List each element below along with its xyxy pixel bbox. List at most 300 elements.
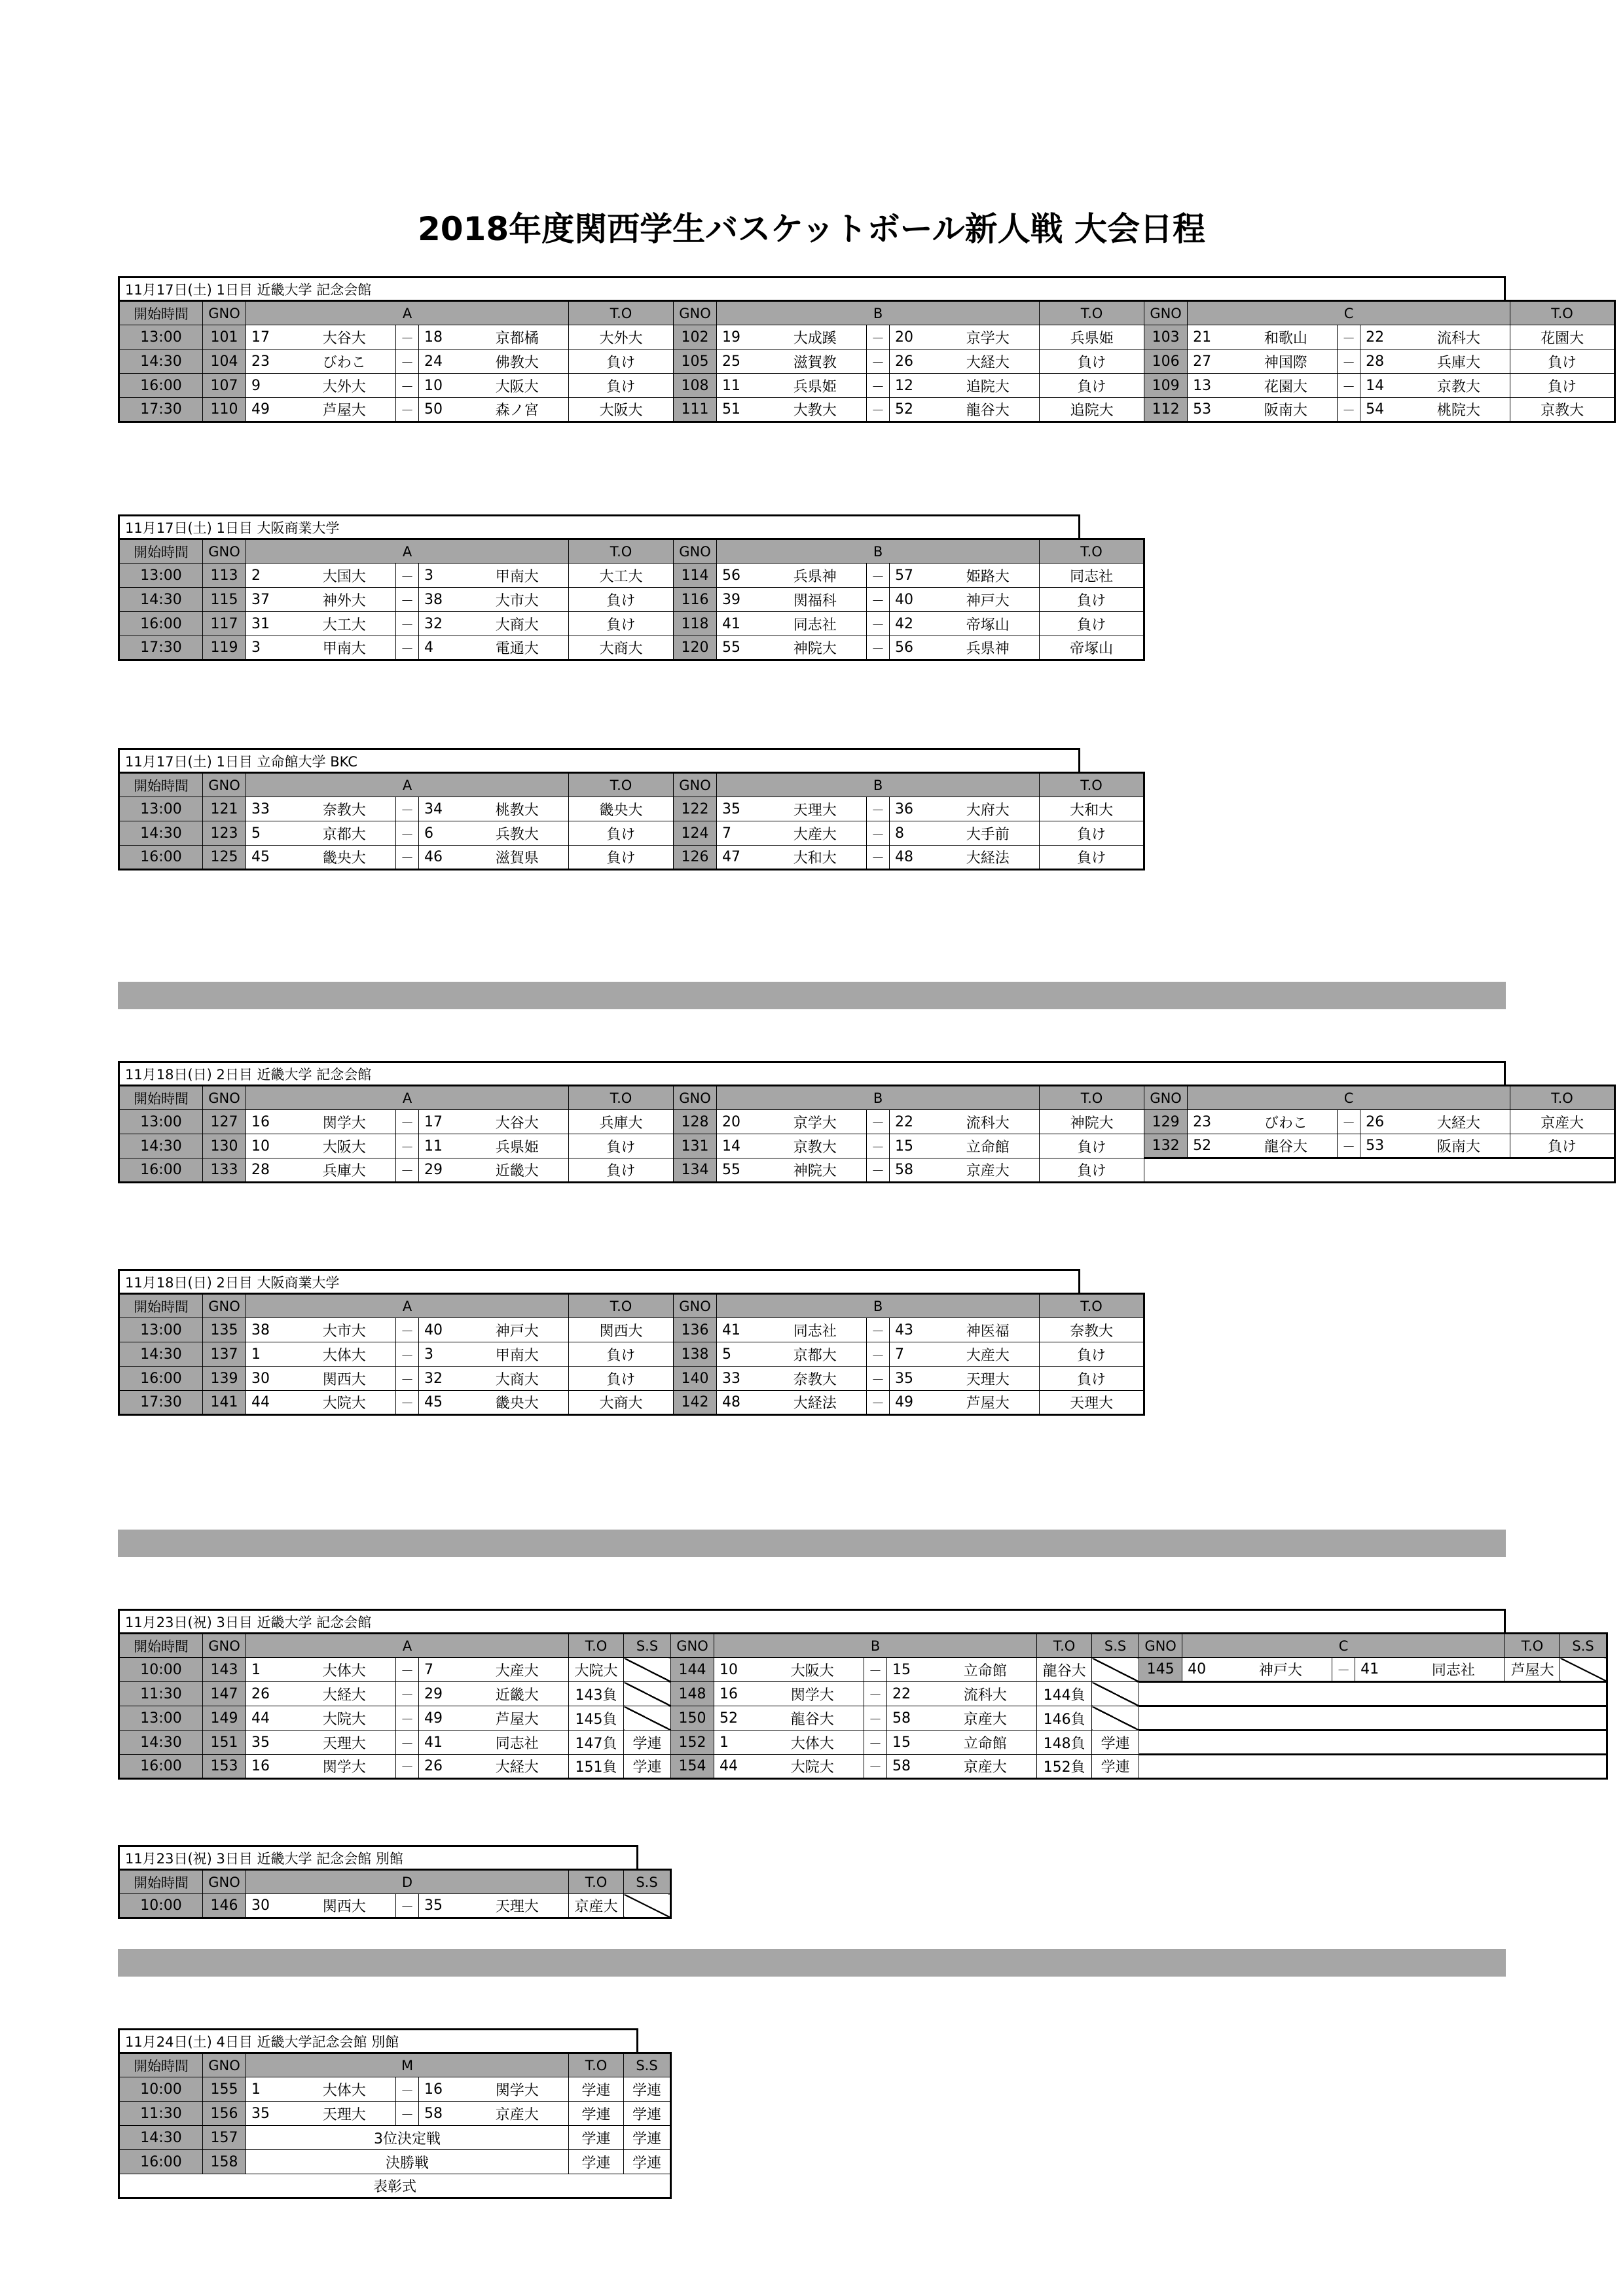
team1-seed: 5: [717, 1342, 764, 1367]
team1-seed: 27: [1188, 350, 1235, 374]
col-gno: GNO: [203, 539, 246, 564]
team2-seed: 34: [419, 797, 466, 821]
game-number: 105: [674, 350, 717, 374]
team1-seed: 26: [246, 1682, 293, 1706]
team1-name: 神院大: [764, 1158, 867, 1183]
section-header: 11月23日(祝) 3日目 近畿大学 記念会館 別館: [118, 1845, 638, 1869]
versus-dash: －: [396, 1158, 419, 1183]
col-court-d: D: [246, 1870, 569, 1894]
team1-name: 大教大: [764, 398, 867, 422]
team1-name: 大経法: [764, 1391, 867, 1415]
col-to: T.O: [569, 1294, 674, 1318]
col-gno: GNO: [674, 539, 717, 564]
game-number: 119: [203, 636, 246, 660]
empty-slash-cell: [624, 1658, 671, 1682]
team1-seed: 5: [246, 821, 293, 846]
game-number: 148: [671, 1682, 714, 1706]
versus-dash: －: [396, 846, 419, 870]
table-official: 負け: [569, 1158, 674, 1183]
team2-seed: 53: [1360, 1134, 1408, 1158]
team1-seed: 55: [717, 636, 764, 660]
col-court-b: B: [717, 539, 1040, 564]
versus-dash: －: [867, 846, 890, 870]
game-number: 125: [203, 846, 246, 870]
team1-name: 大阪大: [761, 1658, 864, 1682]
table-row: [119, 1158, 1615, 1183]
table-row: [119, 846, 1144, 870]
team1-seed: 1: [714, 1731, 761, 1755]
team1-name: 龍谷大: [761, 1706, 864, 1731]
team2-name: 滋賀県: [466, 846, 569, 870]
game-number: 149: [203, 1706, 246, 1731]
team2-seed: 32: [419, 612, 466, 636]
team2-seed: 46: [419, 846, 466, 870]
team2-name: 同志社: [1402, 1658, 1505, 1682]
team1-name: 大産大: [764, 821, 867, 846]
versus-dash: －: [867, 564, 890, 588]
section-header: 11月17日(土) 1日目 立命館大学 BKC: [118, 748, 1080, 772]
start-time: 16:00: [119, 1755, 203, 1779]
team1-seed: 31: [246, 612, 293, 636]
start-time: 16:00: [119, 374, 203, 398]
team2-seed: 26: [890, 350, 937, 374]
team2-name: 大経大: [1408, 1110, 1510, 1134]
empty-slash-cell: [1092, 1682, 1139, 1706]
schedule-table: [118, 1085, 1616, 1183]
game-number: 103: [1144, 325, 1188, 350]
table-official: 負け: [1510, 1134, 1615, 1158]
table-official: 京産大: [569, 1894, 624, 1918]
team2-seed: 36: [890, 797, 937, 821]
team1-seed: 44: [714, 1755, 761, 1779]
team2-seed: 32: [419, 1367, 466, 1391]
team2-seed: 4: [419, 636, 466, 660]
schedule-day2-osaka-shogyo: [118, 1269, 1114, 1416]
team2-seed: 15: [890, 1134, 937, 1158]
shot-clock-staff: 学連: [624, 1755, 671, 1779]
team1-seed: 14: [717, 1134, 764, 1158]
team2-seed: 49: [890, 1391, 937, 1415]
team1-name: 大院大: [293, 1391, 396, 1415]
team1-seed: 41: [717, 612, 764, 636]
team2-name: 関学大: [466, 2077, 569, 2102]
team2-seed: 40: [419, 1318, 466, 1342]
versus-dash: －: [396, 797, 419, 821]
schedule-table: [118, 2052, 672, 2199]
col-court-m: M: [246, 2053, 569, 2077]
col-gno: GNO: [203, 1634, 246, 1658]
col-gno: GNO: [203, 301, 246, 325]
col-gno: GNO: [203, 1294, 246, 1318]
section-header: 11月23日(祝) 3日目 近畿大学 記念会館: [118, 1609, 1506, 1632]
col-gno: GNO: [203, 773, 246, 797]
team1-seed: 33: [717, 1367, 764, 1391]
team1-seed: 1: [246, 1658, 293, 1682]
shot-clock-staff: 学連: [1092, 1731, 1139, 1755]
empty-area: [1139, 1682, 1607, 1706]
team2-seed: 12: [890, 374, 937, 398]
game-number: 123: [203, 821, 246, 846]
schedule-table: [118, 300, 1616, 423]
team1-seed: 47: [717, 846, 764, 870]
team2-name: 兵県神: [937, 636, 1040, 660]
versus-dash: －: [867, 325, 890, 350]
team1-seed: 41: [717, 1318, 764, 1342]
team2-seed: 11: [419, 1134, 466, 1158]
game-number: 126: [674, 846, 717, 870]
shot-clock-staff: 学連: [624, 1731, 671, 1755]
schedule-day1-ritsumeikan-bkc: [118, 748, 1114, 870]
team2-name: 神医福: [937, 1318, 1040, 1342]
schedule-day4-kindai-annex: [118, 2028, 662, 2199]
col-gno: GNO: [1144, 1086, 1188, 1110]
team2-name: 龍谷大: [937, 398, 1040, 422]
col-ss: S.S: [624, 1870, 671, 1894]
table-row: [119, 588, 1144, 612]
game-number: 137: [203, 1342, 246, 1367]
team2-name: 兵庫大: [1408, 350, 1510, 374]
team2-seed: 15: [887, 1658, 934, 1682]
table-official: 152負: [1037, 1755, 1092, 1779]
versus-dash: －: [396, 821, 419, 846]
table-official: 負け: [569, 350, 674, 374]
team1-seed: 23: [1188, 1110, 1235, 1134]
col-start-time: 開始時間: [119, 1634, 203, 1658]
team2-name: 流科大: [934, 1682, 1037, 1706]
game-number: 151: [203, 1731, 246, 1755]
start-time: 13:00: [119, 564, 203, 588]
table-official: 負け: [1510, 374, 1615, 398]
game-number: 133: [203, 1158, 246, 1183]
empty-slash-cell: [624, 1682, 671, 1706]
team1-name: 京都大: [293, 821, 396, 846]
shot-clock-staff: 学連: [1092, 1755, 1139, 1779]
table-official: 負け: [569, 846, 674, 870]
table-official: 負け: [1040, 1158, 1144, 1183]
col-ss: S.S: [624, 1634, 671, 1658]
team2-name: 京産大: [934, 1755, 1037, 1779]
versus-dash: －: [867, 636, 890, 660]
team2-seed: 20: [890, 325, 937, 350]
table-official: 負け: [1040, 1342, 1144, 1367]
game-number: 129: [1144, 1110, 1188, 1134]
schedule-table: [118, 1293, 1145, 1416]
team2-name: 森ノ宮: [466, 398, 569, 422]
team2-name: 甲南大: [466, 564, 569, 588]
versus-dash: －: [396, 1318, 419, 1342]
game-number: 155: [203, 2077, 246, 2102]
team2-name: 立命館: [934, 1731, 1037, 1755]
table-row: [119, 1110, 1615, 1134]
col-court-a: A: [246, 539, 569, 564]
col-to: T.O: [1510, 1086, 1615, 1110]
team1-seed: 21: [1188, 325, 1235, 350]
team2-name: 同志社: [466, 1731, 569, 1755]
col-gno: GNO: [1139, 1634, 1182, 1658]
empty-slash-cell: [624, 1706, 671, 1731]
team1-seed: 25: [717, 350, 764, 374]
team2-name: 京都橘: [466, 325, 569, 350]
team2-seed: 58: [887, 1706, 934, 1731]
team1-seed: 39: [717, 588, 764, 612]
game-number: 136: [674, 1318, 717, 1342]
game-number: 140: [674, 1367, 717, 1391]
col-to: T.O: [1037, 1634, 1092, 1658]
versus-dash: －: [396, 1682, 419, 1706]
shot-clock-staff: 学連: [624, 2126, 671, 2150]
team2-seed: 18: [419, 325, 466, 350]
versus-dash: －: [396, 398, 419, 422]
table-official: 神院大: [1040, 1110, 1144, 1134]
team1-seed: 2: [246, 564, 293, 588]
start-time: 13:00: [119, 1318, 203, 1342]
empty-slash-cell: [1560, 1658, 1607, 1682]
table-official: 負け: [569, 1367, 674, 1391]
table-official: 関西大: [569, 1318, 674, 1342]
col-court-b: B: [717, 1086, 1040, 1110]
table-row: [119, 1658, 1607, 1682]
team1-name: びわこ: [1235, 1110, 1338, 1134]
team2-seed: 24: [419, 350, 466, 374]
col-gno: GNO: [671, 1634, 714, 1658]
team1-seed: 49: [246, 398, 293, 422]
team1-seed: 3: [246, 636, 293, 660]
team2-name: 大経大: [937, 350, 1040, 374]
versus-dash: －: [396, 374, 419, 398]
game-number: 143: [203, 1658, 246, 1682]
versus-dash: －: [396, 564, 419, 588]
col-gno: GNO: [674, 1086, 717, 1110]
team2-name: 京産大: [466, 2102, 569, 2126]
start-time: 13:00: [119, 797, 203, 821]
col-start-time: 開始時間: [119, 1294, 203, 1318]
team1-seed: 16: [714, 1682, 761, 1706]
start-time: 16:00: [119, 1158, 203, 1183]
team2-seed: 35: [890, 1367, 937, 1391]
versus-dash: －: [1338, 1110, 1360, 1134]
versus-dash: －: [1338, 1134, 1360, 1158]
schedule-table: [118, 772, 1145, 870]
team1-name: 京教大: [764, 1134, 867, 1158]
table-row: [119, 2126, 671, 2150]
team1-name: 兵県神: [764, 564, 867, 588]
team1-name: 関西大: [293, 1894, 396, 1918]
team2-name: 京産大: [934, 1706, 1037, 1731]
table-official: 京産大: [1510, 1110, 1615, 1134]
versus-dash: －: [396, 1731, 419, 1755]
team1-name: 神院大: [764, 636, 867, 660]
table-row: [119, 1391, 1144, 1415]
table-row: [119, 564, 1144, 588]
table-official: 負け: [569, 588, 674, 612]
team1-name: 奈教大: [293, 797, 396, 821]
start-time: 10:00: [119, 1894, 203, 1918]
col-court-a: A: [246, 301, 569, 325]
table-row: [119, 1731, 1607, 1755]
versus-dash: －: [867, 612, 890, 636]
shot-clock-staff: 学連: [624, 2077, 671, 2102]
table-official: 学連: [569, 2126, 624, 2150]
col-court-a: A: [246, 773, 569, 797]
col-start-time: 開始時間: [119, 773, 203, 797]
col-court-c: C: [1182, 1634, 1505, 1658]
game-number: 113: [203, 564, 246, 588]
game-number: 112: [1144, 398, 1188, 422]
team1-seed: 10: [714, 1658, 761, 1682]
team2-name: 芦屋大: [937, 1391, 1040, 1415]
game-number: 128: [674, 1110, 717, 1134]
game-number: 109: [1144, 374, 1188, 398]
schedule-day1-osaka-shogyo: [118, 514, 1114, 661]
game-number: 101: [203, 325, 246, 350]
table-official: 負け: [1040, 350, 1144, 374]
game-number: 121: [203, 797, 246, 821]
start-time: 16:00: [119, 2150, 203, 2174]
team2-name: 大市大: [466, 588, 569, 612]
versus-dash: －: [396, 1391, 419, 1415]
team1-seed: 35: [717, 797, 764, 821]
versus-dash: －: [864, 1706, 887, 1731]
team2-name: 流科大: [1408, 325, 1510, 350]
table-row: [119, 1755, 1607, 1779]
col-gno: GNO: [674, 773, 717, 797]
section-separator: [118, 1949, 1506, 1977]
team2-seed: 7: [890, 1342, 937, 1367]
game-number: 104: [203, 350, 246, 374]
team2-seed: 26: [419, 1755, 466, 1779]
team1-name: 大谷大: [293, 325, 396, 350]
col-court-a: A: [246, 1294, 569, 1318]
table-official: 負け: [1040, 1367, 1144, 1391]
versus-dash: －: [867, 1110, 890, 1134]
game-number: 142: [674, 1391, 717, 1415]
game-number: 144: [671, 1658, 714, 1682]
game-number: 122: [674, 797, 717, 821]
table-official: 奈教大: [1040, 1318, 1144, 1342]
team1-name: 大体大: [761, 1731, 864, 1755]
table-official: 兵庫大: [569, 1110, 674, 1134]
table-official: 芦屋大: [1505, 1658, 1560, 1682]
table-official: 京教大: [1510, 398, 1615, 422]
team1-name: 大体大: [293, 1342, 396, 1367]
team2-seed: 49: [419, 1706, 466, 1731]
table-official: 帝塚山: [1040, 636, 1144, 660]
col-to: T.O: [1040, 301, 1144, 325]
schedule-day3-kindai: [118, 1609, 1594, 1780]
col-to: T.O: [569, 773, 674, 797]
team2-name: 阪南大: [1408, 1134, 1510, 1158]
team2-seed: 17: [419, 1110, 466, 1134]
versus-dash: －: [396, 1367, 419, 1391]
section-header: 11月17日(土) 1日目 近畿大学 記念会館: [118, 276, 1506, 300]
team2-name: 近畿大: [466, 1682, 569, 1706]
versus-dash: －: [864, 1682, 887, 1706]
start-time: 10:00: [119, 2077, 203, 2102]
empty-slash-cell: [624, 1894, 671, 1918]
team2-name: 大産大: [466, 1658, 569, 1682]
table-official: 同志社: [1040, 564, 1144, 588]
game-number: 146: [203, 1894, 246, 1918]
start-time: 16:00: [119, 846, 203, 870]
team2-seed: 29: [419, 1682, 466, 1706]
shot-clock-staff: 学連: [624, 2102, 671, 2126]
team1-name: 大成蹊: [764, 325, 867, 350]
team1-seed: 13: [1188, 374, 1235, 398]
col-gno: GNO: [674, 301, 717, 325]
section-separator: [118, 982, 1506, 1009]
col-ss: S.S: [1560, 1634, 1607, 1658]
team2-name: 立命館: [934, 1658, 1037, 1682]
section-header: 11月18日(日) 2日目 近畿大学 記念会館: [118, 1061, 1506, 1085]
versus-dash: －: [396, 2102, 419, 2126]
team2-name: 大産大: [937, 1342, 1040, 1367]
team1-name: 関学大: [293, 1110, 396, 1134]
team1-name: 天理大: [293, 1731, 396, 1755]
section-header: 11月24日(土) 4日目 近畿大学記念会館 別館: [118, 2028, 638, 2052]
team2-seed: 42: [890, 612, 937, 636]
table-row: [119, 612, 1144, 636]
team1-seed: 35: [246, 2102, 293, 2126]
team1-name: 同志社: [764, 1318, 867, 1342]
start-time: 14:30: [119, 1342, 203, 1367]
empty-area: [1144, 1158, 1615, 1183]
versus-dash: －: [396, 1342, 419, 1367]
team1-name: 大体大: [293, 1658, 396, 1682]
team2-seed: 22: [887, 1682, 934, 1706]
team2-name: 流科大: [937, 1110, 1040, 1134]
table-row: [119, 2077, 671, 2102]
col-to: T.O: [569, 539, 674, 564]
team2-name: 大経大: [466, 1755, 569, 1779]
team1-seed: 11: [717, 374, 764, 398]
versus-dash: －: [1332, 1658, 1355, 1682]
team1-seed: 10: [246, 1134, 293, 1158]
team2-seed: 35: [419, 1894, 466, 1918]
col-gno: GNO: [203, 1086, 246, 1110]
table-official: 144負: [1037, 1682, 1092, 1706]
team1-seed: 1: [246, 2077, 293, 2102]
team2-seed: 3: [419, 1342, 466, 1367]
team2-seed: 45: [419, 1391, 466, 1415]
game-number: 147: [203, 1682, 246, 1706]
team1-name: 芦屋大: [293, 398, 396, 422]
start-time: 13:00: [119, 1110, 203, 1134]
col-gno: GNO: [1144, 301, 1188, 325]
table-official: 龍谷大: [1037, 1658, 1092, 1682]
table-official: 負け: [1040, 588, 1144, 612]
table-official: 負け: [1040, 612, 1144, 636]
team1-seed: 52: [1188, 1134, 1235, 1158]
versus-dash: －: [867, 821, 890, 846]
start-time: 13:00: [119, 325, 203, 350]
table-official: 学連: [569, 2102, 624, 2126]
versus-dash: －: [867, 1367, 890, 1391]
game-number: 110: [203, 398, 246, 422]
team1-seed: 44: [246, 1706, 293, 1731]
team1-name: 花園大: [1235, 374, 1338, 398]
col-to: T.O: [1040, 539, 1144, 564]
team2-seed: 3: [419, 564, 466, 588]
game-number: 153: [203, 1755, 246, 1779]
team2-seed: 58: [419, 2102, 466, 2126]
start-time: 17:30: [119, 1391, 203, 1415]
game-number: 135: [203, 1318, 246, 1342]
table-official: 146負: [1037, 1706, 1092, 1731]
game-number: 130: [203, 1134, 246, 1158]
col-court-a: A: [246, 1634, 569, 1658]
col-start-time: 開始時間: [119, 301, 203, 325]
team1-seed: 16: [246, 1755, 293, 1779]
